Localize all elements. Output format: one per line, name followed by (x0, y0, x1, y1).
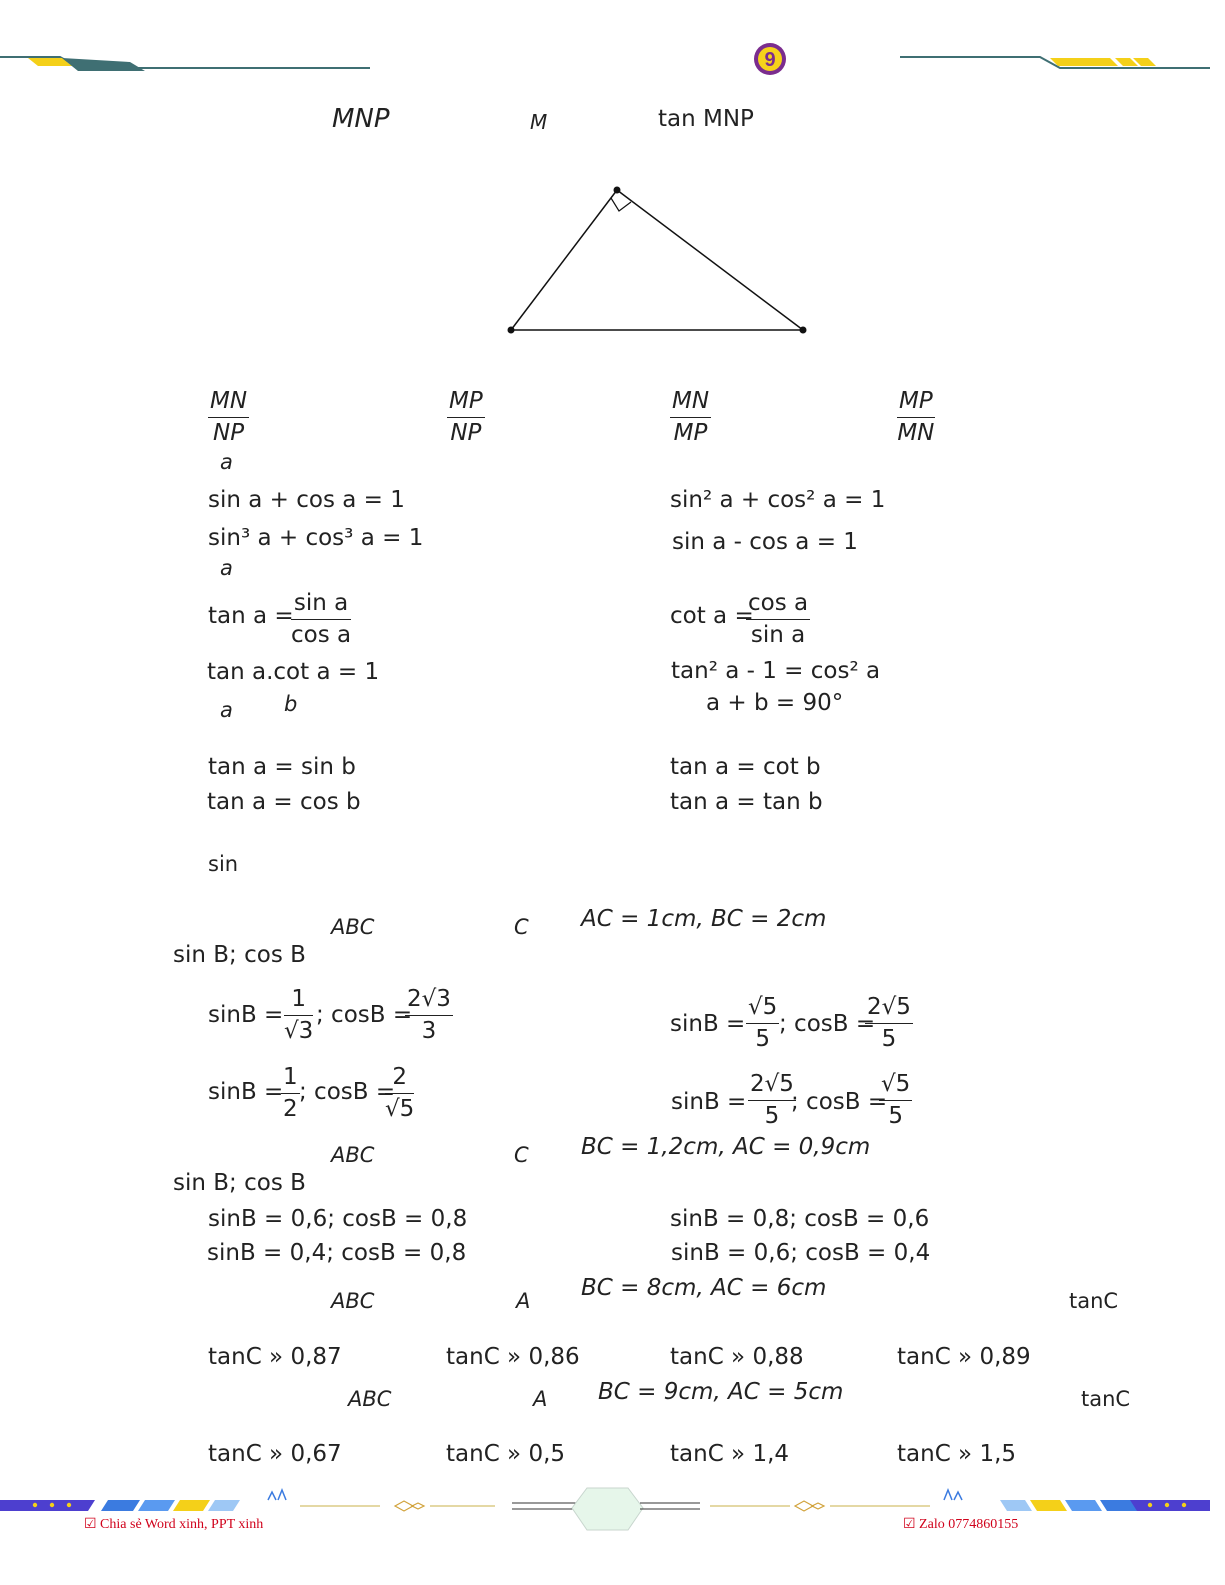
q5-a-frac1 (284, 988, 313, 1043)
page-number: 9 (764, 49, 776, 71)
q3-b-num: cos a (746, 592, 810, 620)
q4-option-b[interactable]: tan a = cot b (670, 754, 821, 780)
q5-b-frac2 (865, 996, 913, 1051)
q6-vertex: C (514, 1143, 529, 1167)
q3-option-b-fraction (746, 592, 810, 647)
q5-a-p2: ; cosB = (316, 1002, 413, 1028)
q8-vertex: A (533, 1387, 548, 1411)
q1-d-num: MP (897, 390, 935, 418)
q5-c-frac1 (281, 1066, 300, 1121)
q7-given: BC = 8cm, AC = 6cm (581, 1275, 827, 1301)
q5-a-d2: 3 (421, 1018, 437, 1044)
q5-a-n2: 2√3 (405, 988, 453, 1016)
q5-c-n2: 2 (385, 1066, 414, 1094)
q7-option-d[interactable]: tanC » 0,89 (897, 1344, 1031, 1370)
q5-d-n1: 2√5 (748, 1073, 796, 1101)
q5-c-n1: 1 (281, 1066, 300, 1094)
q3-option-a-fraction (291, 592, 351, 647)
q3-option-a-lhs[interactable]: tan a = (208, 603, 294, 629)
q8-option-d[interactable]: tanC » 1,5 (897, 1441, 1017, 1467)
q8-option-b[interactable]: tanC » 0,5 (446, 1441, 566, 1467)
q5-d-d1: 5 (764, 1103, 780, 1129)
q2-option-b[interactable]: sin² a + cos² a = 1 (670, 487, 886, 513)
q8-triangle: ABC (348, 1387, 392, 1411)
footer-center-ornament (512, 1488, 700, 1530)
q6-option-a[interactable]: sinB = 0,6; cosB = 0,8 (208, 1206, 468, 1232)
q8-option-c[interactable]: tanC » 1,4 (670, 1441, 790, 1467)
q6-option-d[interactable]: sinB = 0,6; cosB = 0,4 (671, 1240, 931, 1266)
q1-b-den: NP (450, 420, 482, 446)
q3-option-d[interactable]: tan² a - 1 = cos² a (671, 658, 881, 684)
q1-triangle-name: MNP (332, 104, 390, 134)
footer-left-link[interactable]: ☑ Chia sẻ Word xinh, PPT xinh (84, 1517, 264, 1532)
triangle-figure (0, 0, 1225, 360)
q1-vertex: M (530, 110, 548, 134)
q2-stem-symbol: a (220, 450, 233, 474)
q2-option-c[interactable]: sin³ a + cos³ a = 1 (208, 525, 424, 551)
q5-d-frac1 (748, 1073, 796, 1128)
q6-ask: sin B; cos B (173, 1170, 306, 1196)
q3-a-num: sin a (291, 592, 351, 620)
q4-stem-b: b (284, 692, 298, 716)
q5-vertex: C (514, 915, 529, 939)
q6-option-b[interactable]: sinB = 0,8; cosB = 0,6 (670, 1206, 930, 1232)
q3-b-den: sin a (750, 622, 806, 648)
q5-b-frac1 (746, 996, 779, 1051)
q5-c-frac2 (385, 1066, 414, 1121)
q2-option-d[interactable]: sin a - cos a = 1 (672, 529, 858, 555)
footer-decoration (0, 1478, 1225, 1548)
q5-c-d2: √5 (385, 1096, 415, 1122)
q5-b-n1: √5 (746, 996, 779, 1024)
q1-c-num: MN (670, 390, 711, 418)
q3-a-den: cos a (291, 622, 352, 648)
q5-a-p1[interactable]: sinB = (208, 1002, 284, 1028)
q5-b-p1[interactable]: sinB = (670, 1011, 746, 1037)
q1-a-num: MN (208, 390, 249, 418)
q3-option-c[interactable]: tan a.cot a = 1 (207, 659, 380, 685)
q4-option-c[interactable]: tan a = cos b (207, 789, 361, 815)
q4-option-a[interactable]: tan a = sin b (208, 754, 356, 780)
q5-a-frac2 (405, 988, 453, 1043)
q5-d-frac2 (879, 1073, 912, 1128)
q1-option-d[interactable] (897, 390, 935, 445)
q5-d-d2: 5 (888, 1103, 903, 1129)
q1-a-den: NP (212, 420, 245, 446)
q1-ask: tan MNP (658, 106, 754, 132)
q4-stem-sum: a + b = 90° (706, 690, 844, 716)
q4-stem-a: a (220, 698, 233, 722)
q5-a-n1: 1 (284, 988, 313, 1016)
q5-b-p2: ; cosB = (779, 1011, 876, 1037)
q5-b-d1: 5 (755, 1026, 770, 1052)
q5-d-n2: √5 (879, 1073, 912, 1101)
q6-triangle: ABC (331, 1143, 375, 1167)
q1-b-num: MP (447, 390, 485, 418)
q5-ask: sin B; cos B (173, 942, 306, 968)
q5-triangle: ABC (331, 915, 375, 939)
q3-option-b-lhs[interactable]: cot a = (670, 603, 754, 629)
q7-ask: tanC (1069, 1289, 1119, 1313)
q5-c-p1[interactable]: sinB = (208, 1079, 284, 1105)
q5-c-p2: ; cosB = (299, 1079, 396, 1105)
q1-option-a[interactable] (208, 390, 249, 445)
q1-option-c[interactable] (670, 390, 711, 445)
q5-c-d1: 2 (283, 1096, 298, 1122)
q1-c-den: MP (673, 420, 708, 446)
footer-left-ribbon (0, 1490, 495, 1511)
q6-given: BC = 1,2cm, AC = 0,9cm (581, 1134, 871, 1160)
q1-option-b[interactable] (447, 390, 485, 445)
q8-given: BC = 9cm, AC = 5cm (598, 1379, 844, 1405)
q5-a-d1: √3 (284, 1018, 314, 1044)
q4-option-d[interactable]: tan a = tan b (670, 789, 823, 815)
section-word: sin (208, 852, 239, 876)
q7-option-c[interactable]: tanC » 0,88 (670, 1344, 804, 1370)
footer-right-link[interactable]: ☑ Zalo 0774860155 (903, 1517, 1019, 1532)
q7-vertex: A (516, 1289, 531, 1313)
q3-stem-symbol: a (220, 556, 233, 580)
q7-option-b[interactable]: tanC » 0,86 (446, 1344, 580, 1370)
q5-b-n2: 2√5 (865, 996, 913, 1024)
q1-d-den: MN (897, 420, 935, 446)
footer-right-ribbon (710, 1490, 1210, 1511)
q7-option-a[interactable]: tanC » 0,87 (208, 1344, 342, 1370)
q5-d-p1[interactable]: sinB = (671, 1089, 747, 1115)
q7-triangle: ABC (331, 1289, 375, 1313)
q5-d-p2: ; cosB = (791, 1089, 888, 1115)
q5-b-d2: 5 (881, 1026, 897, 1052)
q2-option-a[interactable]: sin a + cos a = 1 (208, 487, 405, 513)
q8-ask: tanC (1081, 1387, 1131, 1411)
q6-option-c[interactable]: sinB = 0,4; cosB = 0,8 (207, 1240, 467, 1266)
q5-given: AC = 1cm, BC = 2cm (581, 906, 827, 932)
q8-option-a[interactable]: tanC » 0,67 (208, 1441, 342, 1467)
